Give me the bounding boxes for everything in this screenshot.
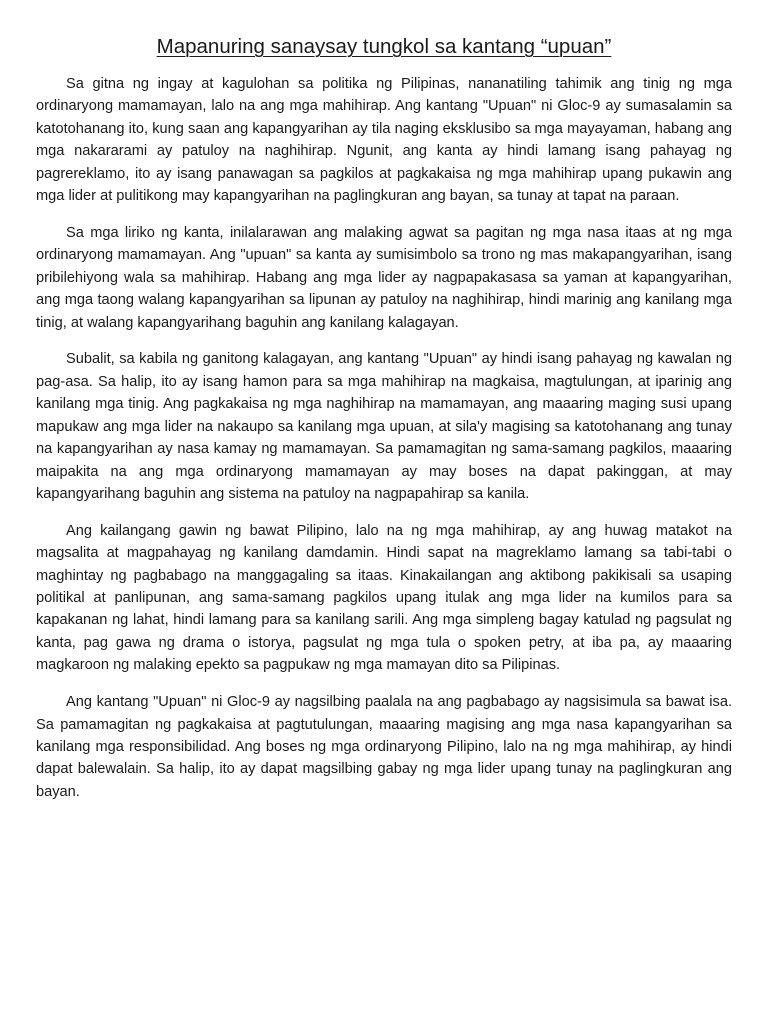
essay-paragraph-4: Ang kailangang gawin ng bawat Pilipino, lalo na ng mga mahihirap, ay ang huwag matakot na magsalita at magpahayag ng kanilang damdamin. Hindi sapat na magreklamo lamang sa tabi-tabi o maghintay ng pagbabago na manggagaling sa itaas. Kinakailangan ang aktibong pakikisali sa usaping politikal at panlipunan, ang sama-samang pagkilos upang itulak ang mga lider na kumilos para sa kapakanan ng lahat, hindi lamang para sa kanilang sarili. Ang mga simpleng bagay katulad ng pagsulat ng kanta, pag gawa ng drama o istorya, pagsulat ng mga tula o spoken petry, at iba pa, ay maaaring magkaroon ng malaking epekto sa pagpukaw ng mga mamayan dito sa Pilipinas. [36,522,732,674]
essay-paragraph-3: Subalit, sa kabila ng ganitong kalagayan, ang kantang "Upuan" ay hindi isang pahayag ng kawalan ng pag-asa. Sa halip, ito ay isang hamon para sa mga mahihirap na magkaisa, magtulungan, at iparinig ang kanilang mga tinig. Ang pagkakaisa ng mga naghihirap na mamamayan, ang maaaring maging susi upang mapukaw ang mga lider na nakaupo sa kanilang mga upuan, at sila'y magising sa katotohanang ang tunay na kapangyarihan ay nasa kamay ng mamamayan. Sa pamamagitan ng sama-samang pagkilos, maaaring maipakita na ang mga ordinaryong mamamayan ay may boses na dapat pakinggan, at may kapangyarihang baguhin ang sistema na patuloy na nagpapahirap sa kanila. [36,351,732,502]
essay-paragraph-1: Sa gitna ng ingay at kagulohan sa politika ng Pilipinas, nananatiling tahimik ang tinig ng mga ordinaryong mamamayan, lalo na ang mga mahihirap. Ang kantang "Upuan" ni Gloc-9 ay sumasalamin sa katotohanang ito, kung saan ang kapangyarihan ay tila naging eksklusibo sa mga mayayaman, habang ang mga nakararami ay patuloy na naghihirap. Ngunit, ang kanta ay hindi lamang isang pahayag ng pagrereklamo, ito ay isang panawagan sa pagkilos at pagkakaisa ng mga mahihirap upang pukawin ang mga lider at pulitikong may kapangyarihan na paglingkuran ang bayan, sa tunay at tapat na paraan. [36,76,732,205]
document-page [36,33,732,818]
essay-paragraph-2: Sa mga liriko ng kanta, inilalarawan ang malaking agwat sa pagitan ng mga nasa itaas at ng mga ordinaryong mamamayan. Ang "upuan" sa kanta ay sumisimbolo sa trono ng mas makapangyarihan, isang pribilehiyong wala sa mahihirap. Habang ang mga lider ay nagpapakasasa sa yaman at kapangyarihan, ang mga taong walang kapangyarihan sa lipunan ay patuloy na naghihirap, hindi marinig ang kanilang mga tinig, at walang kapangyarihang baguhin ang kanilang kalagayan. [36,224,732,331]
essay-paragraph-5: Ang kantang "Upuan" ni Gloc-9 ay nagsilbing paalala na ang pagbabago ay nagsisimula sa bawat isa. Sa pamamagitan ng pagkakaisa at pagtutulungan, maaaring magising ang mga nasa kapangyarihan sa kanilang mga responsibilidad. Ang boses ng mga ordinaryong Pilipino, lalo na ng mga mahihirap, ay hindi dapat balewalain. Sa halip, ito ay dapat magsilbing gabay ng mga lider upang tunay na paglingkuran ang bayan. [36,694,732,800]
essay-title: Mapanuring sanaysay tungkol sa kantang “upuan” [156,35,612,58]
